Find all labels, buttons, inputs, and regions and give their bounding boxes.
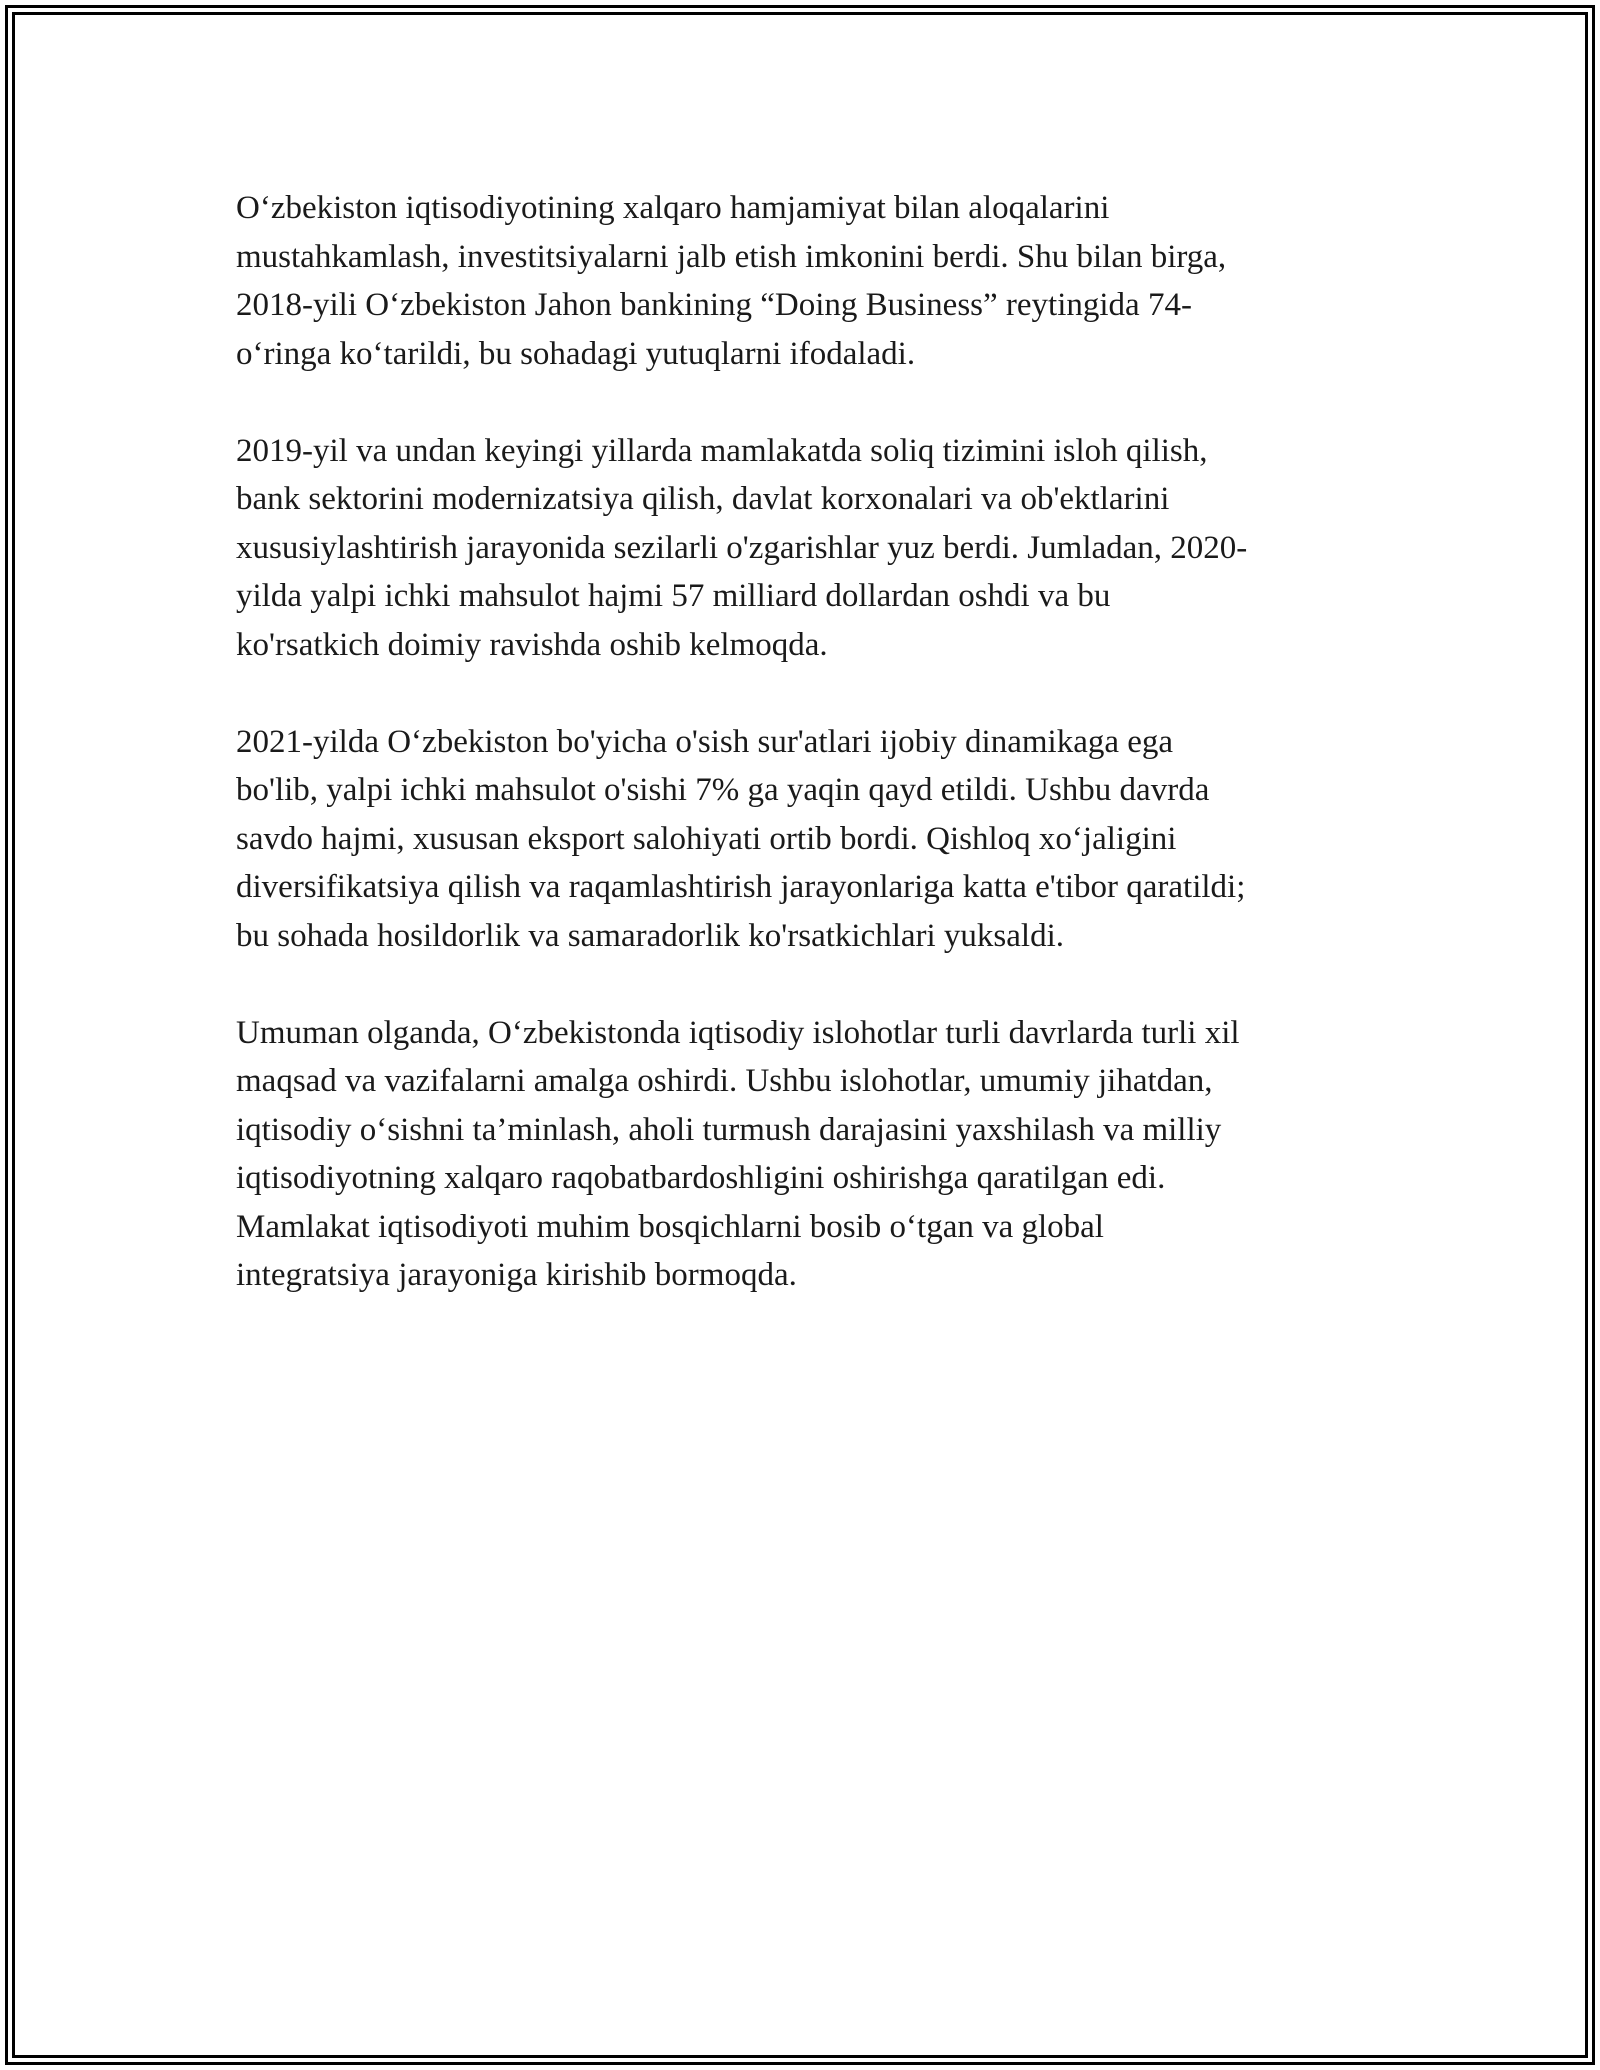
text-line: savdo hajmi, xususan eksport salohiyati ortib bordi. Qishloq xo‘jaligini [236, 820, 1177, 857]
text-line: bank sektorini modernizatsiya qilish, davlat korxonalari va ob'ektlarini [236, 481, 1170, 517]
paragraph-4 [236, 1009, 1366, 1300]
text-line: iqtisodiyotning xalqaro raqobatbardoshligini oshirishga qaratilgan edi. [236, 1160, 1166, 1196]
paragraph-1 [236, 184, 1366, 378]
text-line: mustahkamlash, investitsiyalarni jalb etish imkonini berdi. Shu bilan birga, [236, 238, 1227, 275]
text-line: o‘ringa ko‘tarildi, bu sohadagi yutuqlarni ifodaladi. [236, 335, 916, 372]
text-line: O‘zbekiston iqtisodiyotining xalqaro hamjamiyat bilan aloqalarini [236, 190, 1110, 226]
text-line: Umuman olganda, O‘zbekistonda iqtisodiy islohotlar turli davrlarda turli xil [236, 1014, 1240, 1051]
text-line: 2019-yil va undan keyingi yillarda mamlakatda soliq tizimini isloh qilish, [236, 432, 1208, 469]
text-line: maqsad va vazifalarni amalga oshirdi. Ushbu islohotlar, umumiy jihatdan, [236, 1063, 1213, 1099]
text-line: 2018-yili O‘zbekiston Jahon bankining “Doing Business” reytingida 74- [236, 287, 1192, 323]
text-line: ko'rsatkich doimiy ravishda oshib kelmoqda. [236, 626, 828, 663]
paragraph-2 [236, 427, 1366, 670]
text-line: xususiylashtirish jarayonida sezilarli o'zgarishlar yuz berdi. Jumladan, 2020- [236, 529, 1248, 566]
text-line: iqtisodiy o‘sishni ta’minlash, aholi turmush darajasini yaxshilash va milliy [236, 1111, 1222, 1148]
paragraph-3 [236, 718, 1366, 961]
document-body [236, 184, 1366, 1348]
text-line: 2021-yilda O‘zbekiston bo'yicha o'sish sur'atlari ijobiy dinamikaga ega [236, 723, 1174, 760]
text-line: bu sohada hosildorlik va samaradorlik ko'rsatkichlari yuksaldi. [236, 917, 1065, 954]
text-line: diversifikatsiya qilish va raqamlashtirish jarayonlariga katta e'tibor qaratildi; [236, 869, 1246, 905]
text-line: integratsiya jarayoniga kirishib bormoqda. [236, 1257, 797, 1293]
text-line: Mamlakat iqtisodiyoti muhim bosqichlarni bosib o‘tgan va global [236, 1208, 1104, 1245]
text-line: bo'lib, yalpi ichki mahsulot o'sishi 7% ga yaqin qayd etildi. Ushbu davrda [236, 772, 1210, 808]
text-line: yilda yalpi ichki mahsulot hajmi 57 milliard dollardan oshdi va bu [236, 578, 1111, 614]
